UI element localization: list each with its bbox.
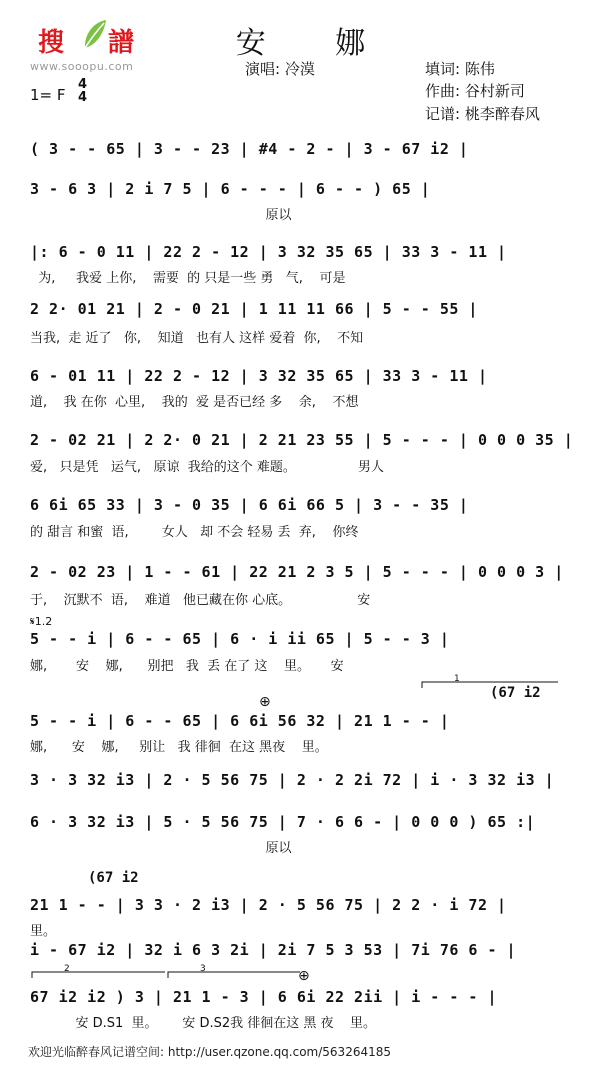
notes-line: 6 - 01 11 | 22 2 - 12 | 3 32 35 65 | 33 3 - 11 | — [30, 367, 488, 385]
notes-line: 5 - - i | 6 - - 65 | 6 · i ii 65 | 5 - - 3 | — [30, 630, 450, 648]
time-signature-top: 4 — [78, 77, 88, 92]
lyrics-line: 娜, 安 娜, 别把 我 丢 在了 这 里。 安 — [30, 659, 344, 674]
intro-mark: (67 i2 — [88, 870, 139, 886]
notes-line: ( 3 - - 65 | 3 - - 23 | #4 - 2 - | 3 - 67 i2 | — [30, 140, 469, 158]
footer-text: 欢迎光临醉春风记谱空间: http://user.qzone.qq.com/563264185 — [28, 1045, 392, 1059]
logo-text-left: 搜 — [38, 28, 65, 58]
notes-line: i - 67 i2 | 32 i 6 3 2i | 2i 7 5 3 53 | 7i 76 6 - | — [30, 941, 517, 959]
notes-line: |: 6 - 0 11 | 22 2 - 12 | 3 32 35 65 | 33 3 - 11 | — [30, 243, 507, 261]
composer-credit: 作曲: 谷村新司 — [425, 82, 525, 100]
lyricist-credit: 填词: 陈伟 — [425, 60, 495, 78]
lyrics-line: 娜, 安 娜, 别让 我 徘徊 在这 黑夜 里。 — [30, 740, 328, 755]
volta-bracket-3 — [168, 972, 300, 978]
lyrics-line: 安 D.S1 里。 安 D.S2我 徘徊在这 黑 夜 里。 — [30, 1016, 377, 1031]
coda-sign-icon: ⊕ — [298, 968, 310, 984]
logo-text-right: 譜 — [108, 28, 135, 58]
segno-mark: 𝄋1.2 — [30, 615, 53, 628]
coda-sign-icon: ⊕ — [259, 694, 271, 710]
notes-line: 2 - 02 21 | 2 2· 0 21 | 2 21 23 55 | 5 - - - | 0 0 0 35 | — [30, 431, 574, 449]
notes-line: 3 - 6 3 | 2 i 7 5 | 6 - - - | 6 - - ) 65 | — [30, 180, 431, 198]
lyrics-line: 当我, 走 近了 你, 知道 也有人 这样 爱着 你, 不知 — [30, 331, 364, 346]
notes-line: 21 1 - - | 3 3 · 2 i3 | 2 · 5 56 75 | 2 2 · i 72 | — [30, 896, 507, 914]
notes-line: 2 - 02 23 | 1 - - 61 | 22 21 2 3 5 | 5 - - - | 0 0 0 3 | — [30, 563, 564, 581]
intro-mark: (67 i2 — [490, 685, 541, 701]
notes-line: 6 · 3 32 i3 | 5 · 5 56 75 | 7 · 6 6 - | 0 0 0 ) 65 :| — [30, 813, 536, 831]
transcriber-credit: 记谱: 桃李醉春风 — [425, 105, 540, 123]
lyrics-line: 为, 我爱 上你, 需要 的 只是一些 勇 气, 可是 — [30, 271, 346, 286]
volta-bracket-1 — [422, 682, 558, 688]
lyrics-line: 原以 — [30, 841, 292, 856]
notes-line: 67 i2 i2 ) 3 | 21 1 - 3 | 6 6i 22 2ii | i - - - | — [30, 988, 498, 1006]
singer-credit: 演唱: 冷漠 — [245, 60, 315, 78]
key-signature: 1= F — [30, 86, 66, 104]
notes-line: 2 2· 01 21 | 2 - 0 21 | 1 11 11 66 | 5 - - 55 | — [30, 300, 478, 318]
lyrics-line: 爱, 只是凭 运气, 原谅 我给的这个 难题。 男人 — [30, 460, 384, 475]
volta-number-2: 2 — [64, 964, 70, 974]
notes-line: 3 · 3 32 i3 | 2 · 5 56 75 | 2 · 2 2i 72 | i · 3 32 i3 | — [30, 771, 555, 789]
volta-number-3: 3 — [200, 964, 206, 974]
song-title: 安 娜 — [235, 26, 396, 61]
lyrics-line: 原以 — [30, 208, 292, 223]
notes-line: 5 - - i | 6 - - 65 | 6 6i 56 32 | 21 1 - - | — [30, 712, 450, 730]
lyrics-line: 的 甜言 和蜜 语, 女人 却 不会 轻易 丢 弃, 你终 — [30, 525, 359, 540]
lyrics-line: 于, 沉默不 语, 难道 他已藏在你 心底。 安 — [30, 593, 371, 608]
volta-bracket-2 — [32, 972, 165, 978]
logo-url: www.sooopu.com — [30, 60, 134, 73]
volta-number-1: 1 — [454, 674, 460, 684]
time-signature-bottom: 4 — [78, 90, 88, 105]
notes-line: 6 6i 65 33 | 3 - 0 35 | 6 6i 66 5 | 3 - - 35 | — [30, 496, 469, 514]
lyrics-line: 道, 我 在你 心里, 我的 爱 是否已经 多 余, 不想 — [30, 395, 359, 410]
lyrics-line: 里。 — [30, 924, 57, 939]
